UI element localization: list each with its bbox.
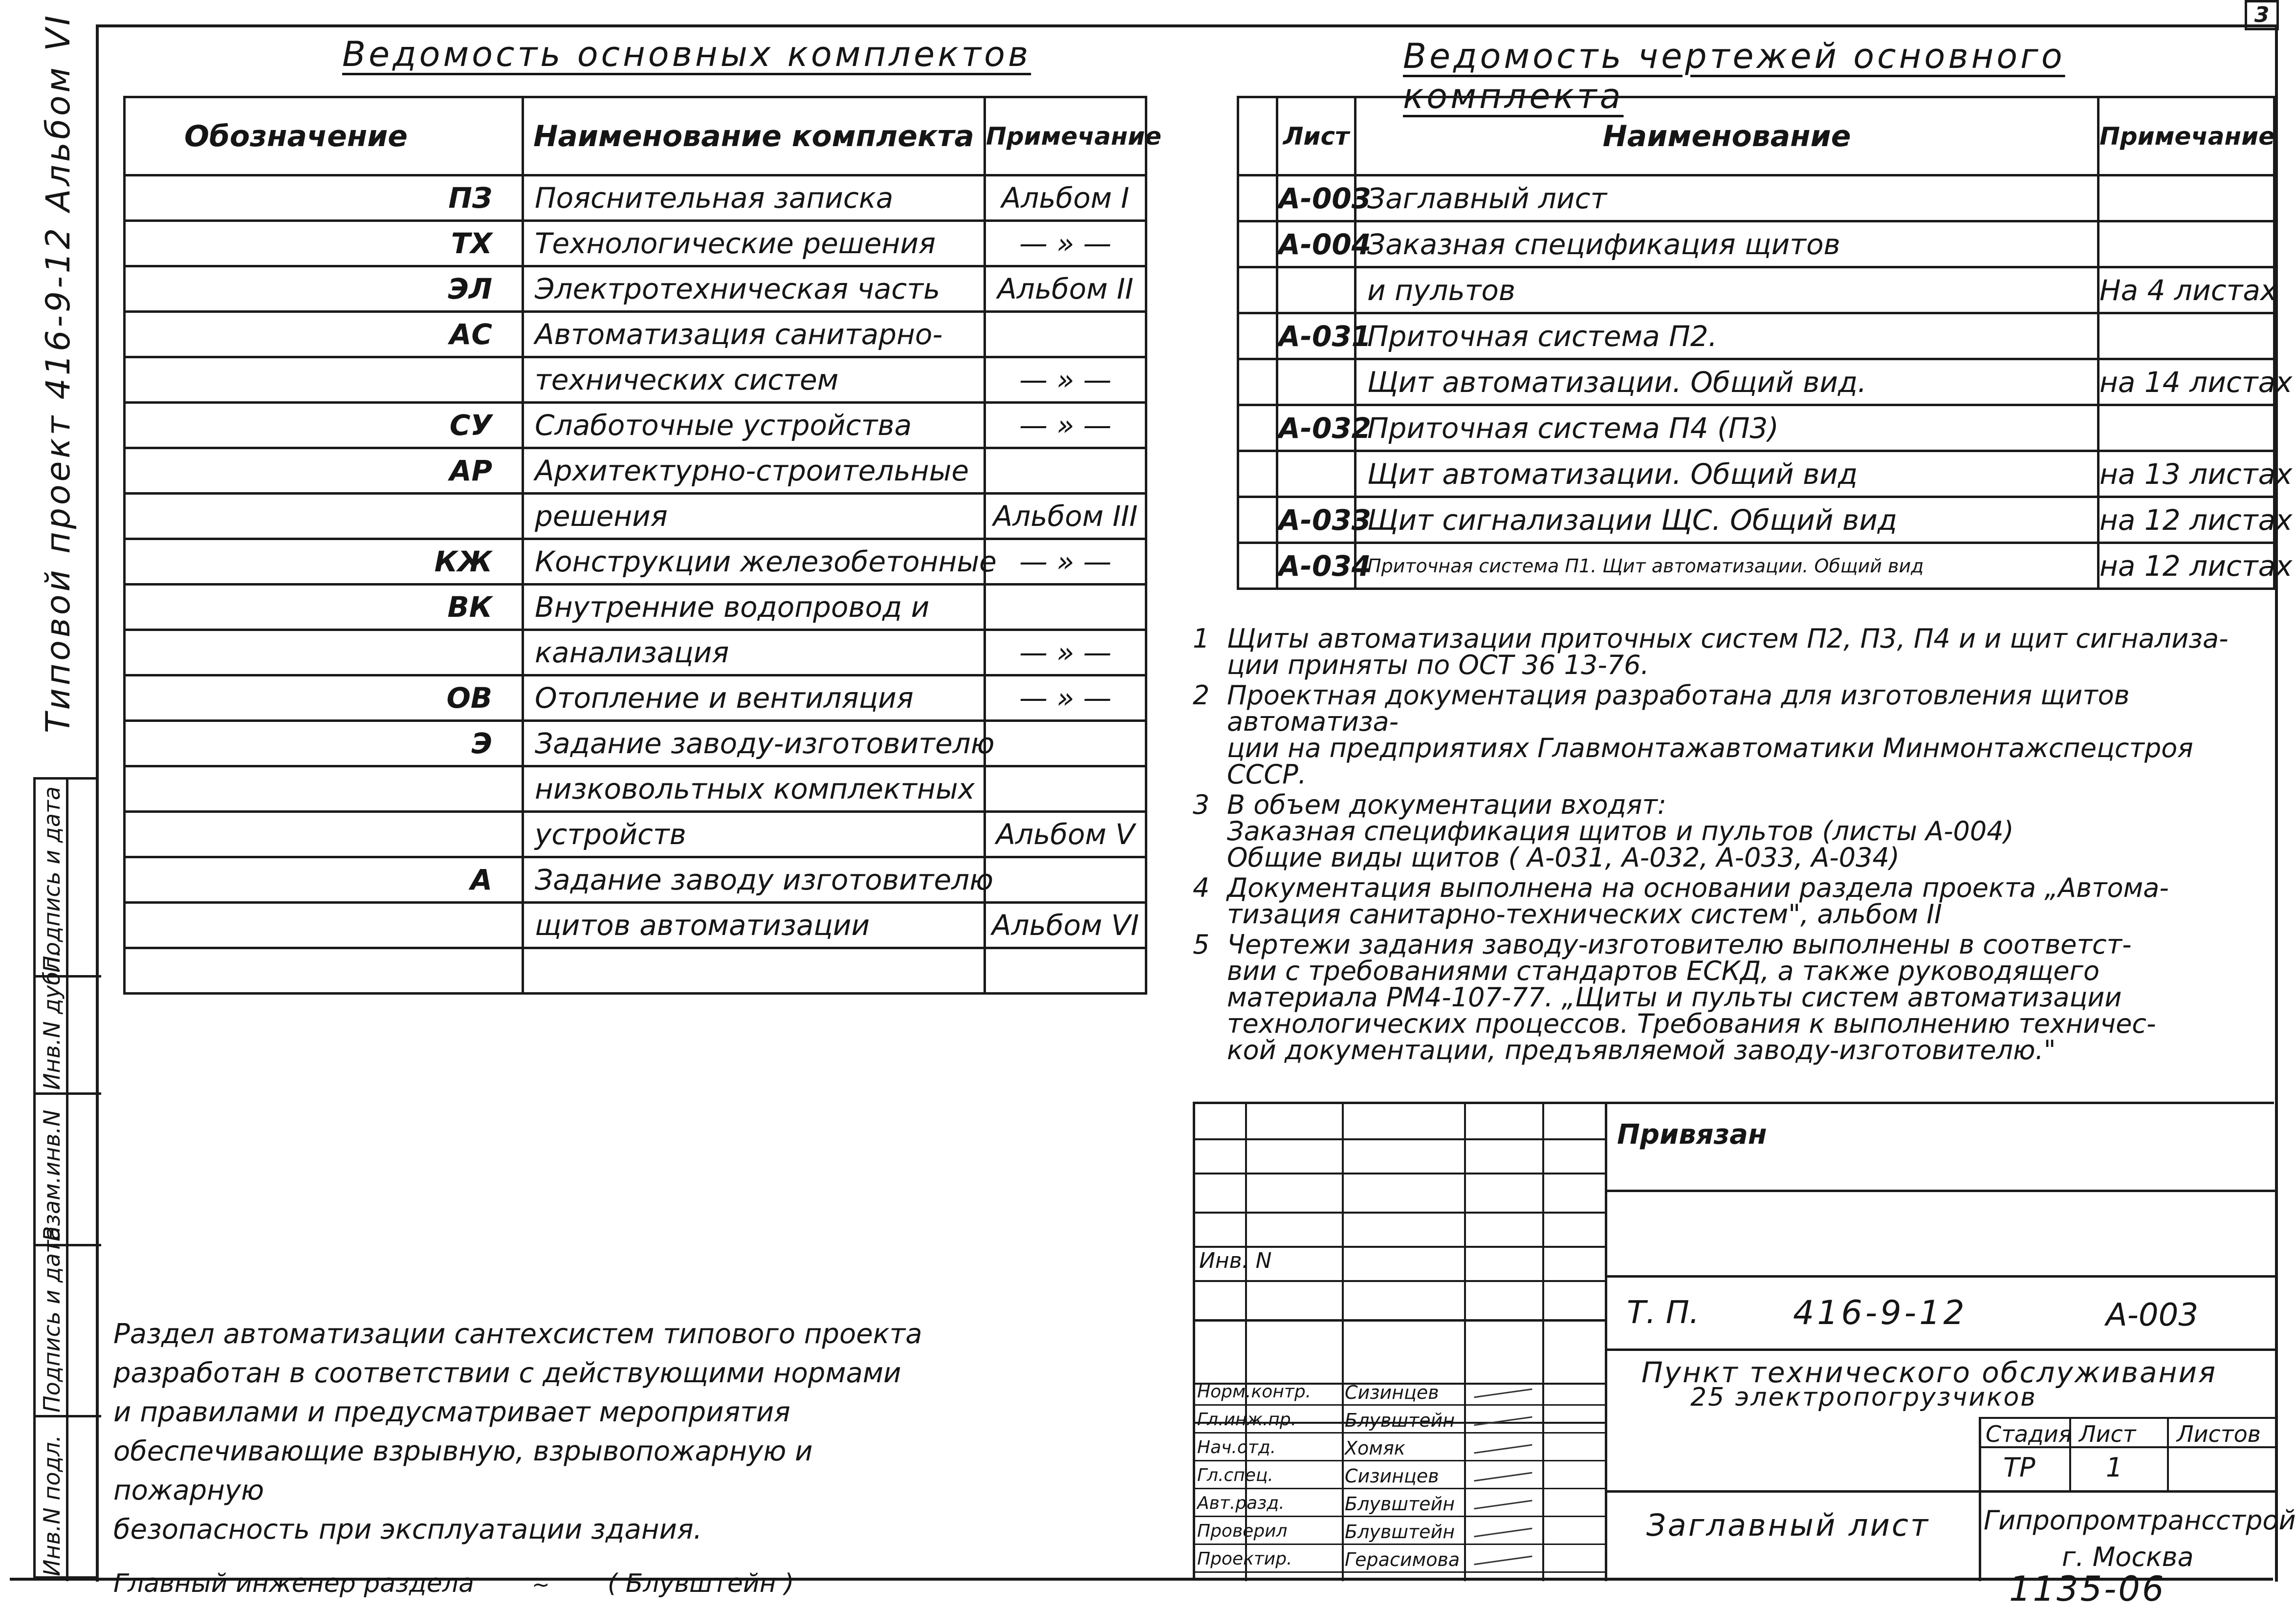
- kits-table-row: [125, 221, 1146, 266]
- remark-line: разработан в соответствии с действующими нормами: [113, 1357, 901, 1389]
- kits-table-row: [125, 857, 1146, 903]
- signer-row: [1195, 1489, 1606, 1517]
- title-block-sheet-code: А-003: [2106, 1297, 2199, 1333]
- drawing-name-cell: Приточная система П1. Щит автоматизации. Общий вид: [1356, 543, 2099, 589]
- kit-name: Автоматизация санитарно-: [523, 312, 985, 357]
- kit-name: Слаботочные устройства: [523, 403, 985, 448]
- kit-name: [523, 948, 985, 994]
- note-item: [1193, 623, 2268, 680]
- drawings-table-row: [1238, 451, 2274, 497]
- drawing-sheet: [1277, 451, 1356, 497]
- drawing-sheet: А-033: [1277, 497, 1356, 543]
- note-line: технологических процессов. Требования к выполнению техничес-: [1227, 1008, 2156, 1039]
- kit-code: [125, 903, 523, 948]
- signer-row: [1195, 1545, 1606, 1573]
- note-line: Заказная спецификация щитов и пультов (листы А-004): [1227, 816, 2014, 847]
- safety-remark: [113, 1315, 944, 1605]
- kit-note: [985, 857, 1146, 903]
- remark-line: Раздел автоматизации сантехсистем типового проекта: [113, 1318, 922, 1350]
- kit-code: ЭЛ: [125, 266, 523, 312]
- note-number: 2: [1193, 680, 1210, 711]
- drawings-table-row: [1238, 359, 2274, 405]
- kits-table-row: [125, 494, 1146, 539]
- kit-code: [125, 948, 523, 994]
- signer-role: Авт.разд.: [1197, 1493, 1285, 1513]
- kits-header-code: Обозначение: [125, 97, 523, 175]
- kit-name: Внутренние водопровод и: [523, 585, 985, 630]
- drawing-note: [2099, 405, 2274, 451]
- kit-code: [125, 812, 523, 857]
- signer-name: Блувштейн: [1345, 1493, 1455, 1515]
- remark-line: и правилами и предусматривает мероприятия: [113, 1396, 790, 1428]
- side-stamp-inv-podl: Инв.N подл.: [39, 1435, 65, 1576]
- drawing-name: Заглавный лист: [1646, 1507, 1930, 1543]
- signer-name: Блувштейн: [1345, 1521, 1455, 1543]
- kits-table-row: [125, 357, 1146, 403]
- kit-code: АР: [125, 448, 523, 494]
- signer-role: Проектир.: [1197, 1549, 1292, 1569]
- remark-line: обеспечивающие взрывную, взрывопожарную и пожарную: [113, 1435, 813, 1506]
- kit-note: [985, 766, 1146, 812]
- object-name-2: 25 электропогрузчиков: [1690, 1383, 2037, 1412]
- drawing-sheet: А-032: [1277, 405, 1356, 451]
- note-line: Общие виды щитов ( А-031, А-032, А-033, А-034): [1227, 842, 1900, 873]
- kit-name: Задание заводу изготовителю: [523, 857, 985, 903]
- signature-scribble: [1474, 1389, 1532, 1398]
- note-item: [1193, 872, 2268, 930]
- drawing-sheet: А-004: [1277, 221, 1356, 267]
- note-line: материала РМ4-107-77. „Щиты и пульты систем автоматизации: [1227, 982, 2122, 1013]
- kit-note: [985, 585, 1146, 630]
- note-number: 5: [1193, 929, 1210, 960]
- kit-note: [985, 948, 1146, 994]
- kit-name: Пояснительная записка: [523, 175, 985, 221]
- kits-table-row: [125, 812, 1146, 857]
- drawings-table-row: [1238, 543, 2274, 589]
- note-line: вии с требованиями стандартов ЕСКД, а также руководящего: [1227, 956, 2100, 986]
- kit-name: Электротехническая часть: [523, 266, 985, 312]
- drawing-name-cell: Щит автоматизации. Общий вид.: [1356, 359, 2099, 405]
- signer-name: Герасимова: [1345, 1549, 1460, 1570]
- kits-table: [123, 96, 1162, 995]
- kits-table-row: [125, 903, 1146, 948]
- signer-role: Норм.контр.: [1197, 1382, 1312, 1402]
- drawing-sheet: А-034: [1277, 543, 1356, 589]
- signature-scribble: [1474, 1444, 1532, 1454]
- note-line: ции приняты по ОСТ 36 13-76.: [1227, 650, 1649, 680]
- kit-note: — » —: [985, 539, 1146, 585]
- signer-name: Сизинцев: [1345, 1382, 1439, 1403]
- remark-line: безопасность при эксплуатации здания.: [113, 1514, 702, 1545]
- drawing-sheet: [1277, 267, 1356, 313]
- note-line: тизация санитарно-технических систем", альбом II: [1227, 899, 1942, 930]
- kit-name: технических систем: [523, 357, 985, 403]
- drawings-table-row: [1238, 267, 2274, 313]
- drawings-table: [1237, 96, 2293, 590]
- signature-scribble: [1474, 1500, 1532, 1510]
- kit-note: [985, 721, 1146, 766]
- kit-name: решения: [523, 494, 985, 539]
- kits-table-title: Ведомость основных комплектов: [342, 34, 1031, 74]
- note-line: Щиты автоматизации приточных систем П2, П3, П4 и и щит сигнализа-: [1227, 623, 2229, 654]
- note-number: 3: [1193, 789, 1210, 820]
- side-stamp: [33, 777, 99, 1579]
- kit-name: щитов автоматизации: [523, 903, 985, 948]
- stage-value: ТР: [2003, 1452, 2035, 1483]
- side-stamp-inv-dubl: Инв.N дубл.: [39, 950, 65, 1090]
- privyazan-label: Привязан: [1617, 1119, 1767, 1151]
- drawings-table-row: [1238, 175, 2274, 221]
- kit-name: устройств: [523, 812, 985, 857]
- drawing-note: на 14 листах: [2099, 359, 2274, 405]
- drawing-name-cell: Приточная система П2.: [1356, 313, 2099, 359]
- note-item: [1193, 682, 2268, 788]
- note-line: Чертежи задания заводу-изготовителю выполнены в соответст-: [1227, 929, 2132, 960]
- side-stamp-signature-date-2: Подпись и дата: [39, 1226, 65, 1413]
- signer-row: [1195, 1461, 1606, 1489]
- general-notes: [1193, 623, 2268, 1067]
- signer-role: Нач.отд.: [1197, 1437, 1276, 1457]
- drawing-name-cell: Щит автоматизации. Общий вид: [1356, 451, 2099, 497]
- drawing-sheet: А-031: [1277, 313, 1356, 359]
- kits-table-row: [125, 266, 1146, 312]
- drawing-note: на 12 листах: [2099, 497, 2274, 543]
- side-stamp-signature-date-1: Подпись и дата: [39, 786, 65, 973]
- kit-code: А: [125, 857, 523, 903]
- kit-name: низковольтных комплектных: [523, 766, 985, 812]
- signer-row: [1195, 1406, 1606, 1434]
- kit-name: Отопление и вентиляция: [523, 675, 985, 721]
- kits-table-header: [125, 97, 1146, 175]
- kit-note: — » —: [985, 357, 1146, 403]
- kits-table-row: [125, 539, 1146, 585]
- kits-table-row: [125, 630, 1146, 675]
- object-name-1: Пункт технического обслуживания: [1641, 1356, 2217, 1389]
- note-number: 4: [1193, 872, 1210, 903]
- signature-scribble: [1474, 1416, 1532, 1426]
- sheet-number: 3: [2254, 2, 2270, 27]
- kit-code: [125, 766, 523, 812]
- signer-role: Гл.инж.пр.: [1197, 1410, 1297, 1430]
- drawing-name-cell: и пультов: [1356, 267, 2099, 313]
- chief-engineer-label: Главный инженер раздела: [113, 1569, 474, 1598]
- signer-name: Блувштейн: [1345, 1410, 1455, 1431]
- note-line: кой документации, предъявляемой заводу-изготовителю.": [1227, 1035, 2056, 1065]
- note-line: В объем документации входят:: [1227, 789, 1666, 820]
- signer-role: Проверил: [1197, 1521, 1288, 1541]
- kits-table-row: [125, 585, 1146, 630]
- signature-mark: ~: [531, 1572, 550, 1597]
- note-number: 1: [1193, 623, 1210, 654]
- drawing-note: [2099, 175, 2274, 221]
- drawings-header-sheet: Лист: [1277, 97, 1356, 175]
- kit-note: Альбом II: [985, 266, 1146, 312]
- signer-role: Гл.спец.: [1197, 1465, 1273, 1485]
- kit-note: — » —: [985, 403, 1146, 448]
- kits-table-row: [125, 175, 1146, 221]
- drawing-name-cell: Заглавный лист: [1356, 175, 2099, 221]
- kit-note: [985, 448, 1146, 494]
- kit-code: ВК: [125, 585, 523, 630]
- kit-code: КЖ: [125, 539, 523, 585]
- kit-code: [125, 630, 523, 675]
- kit-code: [125, 494, 523, 539]
- drawings-table-row: [1238, 497, 2274, 543]
- drawings-table-row: [1238, 221, 2274, 267]
- drawing-note: [2099, 221, 2274, 267]
- kit-name: Задание заводу-изготовителю: [523, 721, 985, 766]
- drawing-note: на 12 листах: [2099, 543, 2274, 589]
- kit-code: СУ: [125, 403, 523, 448]
- sheet-header: Лист: [2079, 1421, 2136, 1447]
- kit-name: канализация: [523, 630, 985, 675]
- kit-code: ПЗ: [125, 175, 523, 221]
- kits-header-note: Примечание: [985, 97, 1146, 175]
- kit-code: [125, 357, 523, 403]
- kits-table-row: [125, 675, 1146, 721]
- drawing-name-cell: Заказная спецификация щитов: [1356, 221, 2099, 267]
- signature-scribble: [1474, 1528, 1532, 1538]
- kit-name: Архитектурно-строительные: [523, 448, 985, 494]
- kit-name: Технологические решения: [523, 221, 985, 266]
- signer-name: Сизинцев: [1345, 1465, 1439, 1487]
- signer-row: [1195, 1517, 1606, 1545]
- title-block-signers-grid: [1195, 1104, 1606, 1581]
- kits-table-row: [125, 312, 1146, 357]
- drawings-table-row: [1238, 405, 2274, 451]
- org-name-1: Гипропромтрансстрой: [1984, 1505, 2296, 1536]
- kit-note: Альбом VI: [985, 903, 1146, 948]
- kits-table-row: [125, 448, 1146, 494]
- sheets-header: Листов: [2177, 1421, 2261, 1447]
- kit-code: ОВ: [125, 675, 523, 721]
- kit-note: — » —: [985, 221, 1146, 266]
- sheet-number-box: [2245, 0, 2279, 30]
- note-line: ции на предприятиях Главмонтажавтоматики Минмонтажспецстроя СССР.: [1227, 733, 2193, 790]
- drawing-sheet: А-003: [1277, 175, 1356, 221]
- drawings-table-header: [1238, 97, 2274, 175]
- kit-note: — » —: [985, 675, 1146, 721]
- drawing-sheet: [1277, 359, 1356, 405]
- signature-scribble: [1474, 1472, 1532, 1482]
- kit-code: ТХ: [125, 221, 523, 266]
- kits-table-row: [125, 948, 1146, 994]
- kit-name: Конструкции железобетонные: [523, 539, 985, 585]
- sheet-value: 1: [2106, 1452, 2123, 1483]
- drawings-table-title: Ведомость чертежей основного комплекта: [1403, 36, 2065, 116]
- side-stamp-vzam-inv: Взам.инв.N: [39, 1109, 65, 1241]
- signer-row: [1195, 1434, 1606, 1461]
- chief-engineer-name: ( Блувштейн ): [607, 1569, 794, 1598]
- drawing-name-cell: Щит сигнализации ЩС. Общий вид: [1356, 497, 2099, 543]
- kits-header-name: Наименование комплекта: [523, 97, 985, 175]
- drawing-note: на 13 листах: [2099, 451, 2274, 497]
- kit-note: Альбом III: [985, 494, 1146, 539]
- drawing-note: На 4 листах: [2099, 267, 2274, 313]
- signature-scribble: [1474, 1556, 1532, 1566]
- org-name-2: г. Москва: [2062, 1542, 2194, 1572]
- note-line: Проектная документация разработана для изготовления щитов автоматиза-: [1227, 680, 2130, 737]
- drawings-header-name: Наименование: [1356, 97, 2099, 175]
- note-item: [1193, 789, 2268, 873]
- side-stamp-project-label: Типовой проект 416-9-12 Альбом VI: [39, 13, 78, 733]
- kits-table-row: [125, 721, 1146, 766]
- inv-number-label: Инв. N: [1199, 1248, 1272, 1273]
- signer-row: [1195, 1378, 1606, 1406]
- drawings-header-note: Примечание: [2099, 97, 2274, 175]
- stage-grid: [1979, 1417, 2296, 1581]
- kits-table-row: [125, 403, 1146, 448]
- title-block: [1193, 1102, 2296, 1579]
- footer-number: 1135-06: [2009, 1569, 2166, 1609]
- stage-header: Стадия: [1986, 1421, 2072, 1447]
- note-line: Документация выполнена на основании раздела проекта „Автома-: [1227, 872, 2169, 903]
- kits-table-row: [125, 766, 1146, 812]
- kit-note: [985, 312, 1146, 357]
- kit-note: — » —: [985, 630, 1146, 675]
- kit-note: Альбом V: [985, 812, 1146, 857]
- kit-code: Э: [125, 721, 523, 766]
- tp-label: Т. П.: [1627, 1295, 1700, 1331]
- kit-code: АС: [125, 312, 523, 357]
- drawings-table-row: [1238, 313, 2274, 359]
- signer-name: Хомяк: [1345, 1437, 1405, 1459]
- tp-number: 416-9-12: [1793, 1294, 1968, 1332]
- drawing-note: [2099, 313, 2274, 359]
- kit-note: Альбом I: [985, 175, 1146, 221]
- note-item: [1193, 929, 2268, 1065]
- drawing-name-cell: Приточная система П4 (П3): [1356, 405, 2099, 451]
